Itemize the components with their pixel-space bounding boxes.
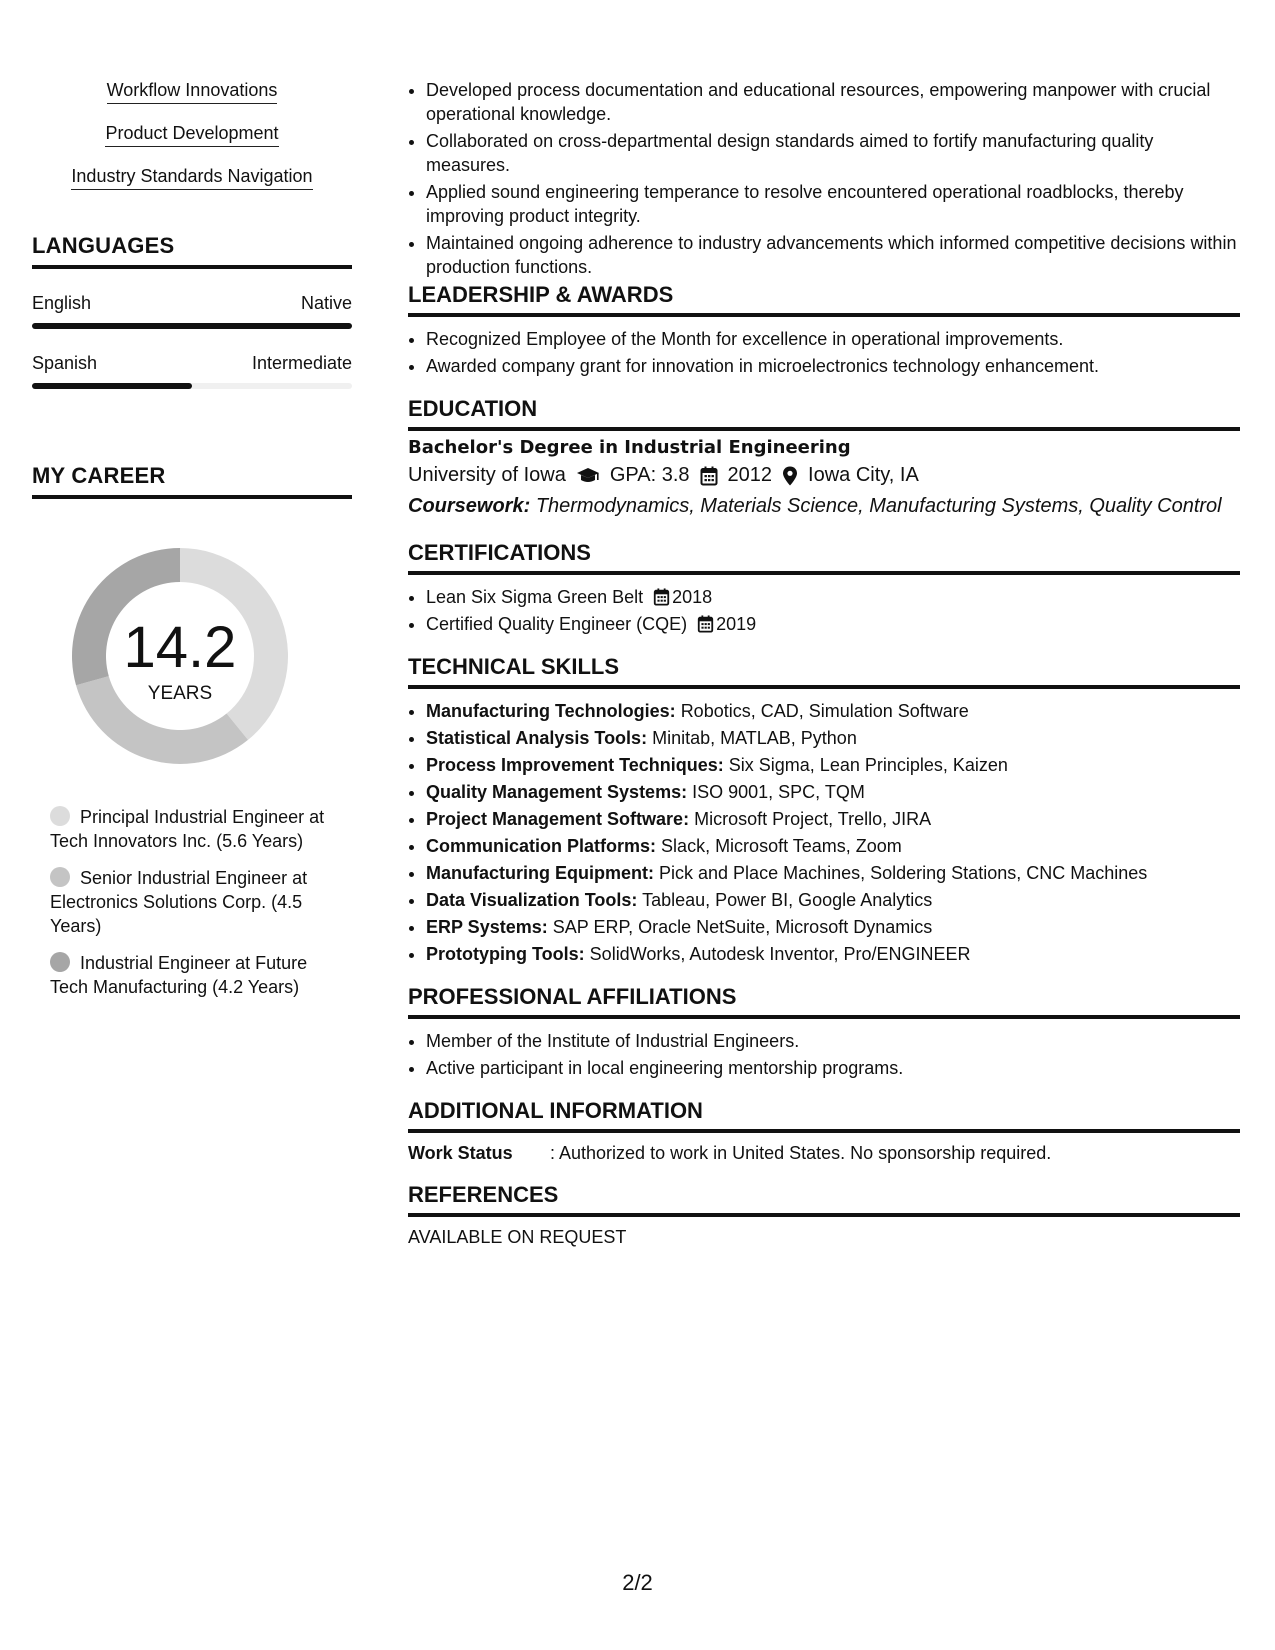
coursework-label: Coursework: [408, 495, 531, 517]
experience-bullet: • Collaborated on cross-departmental design standards aimed to fortify manufacturing quality measures. [426, 129, 1240, 177]
skill-item [426, 942, 1240, 966]
language-level: Intermediate [251, 353, 352, 373]
skill-item [426, 807, 1240, 831]
graduation-year: 2012 [727, 464, 773, 486]
affiliations-section [408, 984, 1240, 1080]
certification-year: 2018 [672, 587, 713, 607]
career-legend-item [50, 951, 332, 999]
language-bar-fill [32, 383, 192, 389]
languages-heading: LANGUAGES [32, 233, 352, 269]
certifications-section [408, 540, 1240, 636]
degree-title: Bachelor's Degree in Industrial Engineering [408, 437, 851, 458]
references-text: AVAILABLE ON REQUEST [408, 1227, 627, 1247]
additional-info-section [408, 1098, 1240, 1164]
leadership-item: • Recognized Employee of the Month for excellence in operational improvements. [426, 327, 1240, 351]
skill-label: Data Visualization Tools: [426, 890, 638, 910]
education-heading: EDUCATION [408, 396, 1240, 431]
skill-label: Statistical Analysis Tools: [426, 728, 648, 748]
technical-skills-section [408, 654, 1240, 966]
technical-skills-heading: TECHNICAL SKILLS [408, 654, 1240, 689]
career-total-years: 14.2 [123, 615, 237, 680]
skill-label: Quality Management Systems: [426, 782, 688, 802]
leadership-item: • Awarded company grant for innovation in microelectronics technology enhancement. [426, 354, 1240, 378]
language-name: English [32, 293, 92, 313]
skill-label: Project Management Software: [426, 809, 690, 829]
work-status-row [408, 1143, 1240, 1164]
affiliation-item: • Active participant in local engineering mentorship programs. [426, 1056, 1240, 1080]
certification-name: Lean Six Sigma Green Belt [426, 587, 644, 607]
skill-value: Six Sigma, Lean Principles, Kaizen [728, 755, 1008, 775]
career-legend-item [50, 866, 332, 938]
work-status-value: : Authorized to work in United States. No sponsorship required. [550, 1143, 1052, 1163]
legend-dot-icon [50, 952, 70, 972]
skill-value: Robotics, CAD, Simulation Software [680, 701, 969, 721]
career-legend-label: Senior Industrial Engineer at Electronics Solutions Corp. (4.5 Years) [50, 868, 308, 936]
certification-item [426, 612, 1240, 636]
legend-dot-icon [50, 867, 70, 887]
skill-label: Prototyping Tools: [426, 944, 585, 964]
experience-bullet: • Applied sound engineering temperance to resolve encountered operational roadblocks, thereby improving product integrity. [426, 180, 1240, 228]
graduation-cap-icon [576, 467, 600, 485]
language-bar-fill [32, 323, 352, 329]
skill-item [426, 915, 1240, 939]
career-total-unit: YEARS [147, 683, 213, 704]
skill-label: ERP Systems: [426, 917, 548, 937]
skill-item [426, 726, 1240, 750]
leadership-heading: LEADERSHIP & AWARDS [408, 282, 1240, 317]
certifications-heading: CERTIFICATIONS [408, 540, 1240, 575]
skill-value: SAP ERP, Oracle NetSuite, Microsoft Dynamics [552, 917, 933, 937]
certification-item [426, 585, 1240, 609]
affiliation-item: • Member of the Institute of Industrial Engineers. [426, 1029, 1240, 1053]
skill-value: Pick and Place Machines, Soldering Stations, CNC Machines [659, 863, 1148, 883]
career-legend [50, 805, 332, 999]
page-number: 2/2 [622, 1570, 653, 1595]
education-section [408, 396, 1240, 518]
skill-item [426, 699, 1240, 723]
skill-links [32, 80, 352, 209]
experience-bullet: • Maintained ongoing adherence to industry advancements which informed competitive decisions within production functions. [426, 231, 1240, 279]
calendar-icon [697, 615, 714, 633]
language-bar [32, 323, 352, 329]
legend-dot-icon [50, 806, 70, 826]
career-heading: MY CAREER [32, 463, 352, 499]
school-name: University of Iowa [408, 464, 566, 486]
skill-link-industry-standards[interactable]: Industry Standards Navigation [71, 166, 312, 190]
additional-info-heading: ADDITIONAL INFORMATION [408, 1098, 1240, 1133]
skill-label: Communication Platforms: [426, 836, 657, 856]
calendar-icon [700, 466, 718, 486]
language-bar [32, 383, 352, 389]
skill-value: Microsoft Project, Trello, JIRA [694, 809, 932, 829]
skill-value: Slack, Microsoft Teams, Zoom [661, 836, 902, 856]
skill-value: Tableau, Power BI, Google Analytics [642, 890, 933, 910]
coursework-list: Thermodynamics, Materials Science, Manufacturing Systems, Quality Control [535, 495, 1222, 517]
experience-bullet: • Developed process documentation and educational resources, empowering manpower with crucial operational knowledge. [426, 78, 1240, 126]
skill-link-product-development[interactable]: Product Development [105, 123, 278, 147]
certification-year: 2019 [716, 614, 757, 634]
language-name: Spanish [32, 353, 98, 373]
sidebar [32, 80, 352, 1012]
affiliations-heading: PROFESSIONAL AFFILIATIONS [408, 984, 1240, 1019]
language-spanish [32, 353, 352, 389]
skill-value: ISO 9001, SPC, TQM [692, 782, 865, 802]
language-level: Native [300, 293, 352, 313]
school-location: Iowa City, IA [808, 464, 919, 486]
calendar-icon [653, 588, 670, 606]
experience-bullets [408, 78, 1240, 279]
skill-label: Manufacturing Technologies: [426, 701, 676, 721]
education-details [408, 464, 1240, 487]
skill-value: Minitab, MATLAB, Python [652, 728, 857, 748]
skill-item [426, 753, 1240, 777]
skill-value: SolidWorks, Autodesk Inventor, Pro/ENGINEER [589, 944, 971, 964]
career-legend-label: Principal Industrial Engineer at Tech Innovators Inc. (5.6 Years) [50, 807, 325, 851]
career-legend-label: Industrial Engineer at Future Tech Manufacturing (4.2 Years) [50, 953, 308, 997]
skill-label: Process Improvement Techniques: [426, 755, 724, 775]
skill-item [426, 888, 1240, 912]
skill-item [426, 780, 1240, 804]
skill-label: Manufacturing Equipment: [426, 863, 654, 883]
skill-item [426, 834, 1240, 858]
references-section [408, 1182, 1240, 1248]
location-pin-icon [782, 466, 798, 486]
skill-item [426, 861, 1240, 885]
coursework [408, 495, 1240, 518]
certification-name: Certified Quality Engineer (CQE) [426, 614, 688, 634]
gpa: GPA: 3.8 [609, 464, 690, 486]
leadership-section [408, 282, 1240, 378]
main-content [408, 78, 1240, 1266]
career-legend-item [50, 805, 332, 853]
career-donut-chart [65, 541, 295, 771]
language-english [32, 293, 352, 329]
work-status-label: Work Status [408, 1143, 513, 1163]
skill-link-workflow-innovations[interactable]: Workflow Innovations [107, 80, 278, 104]
references-heading: REFERENCES [408, 1182, 1240, 1217]
